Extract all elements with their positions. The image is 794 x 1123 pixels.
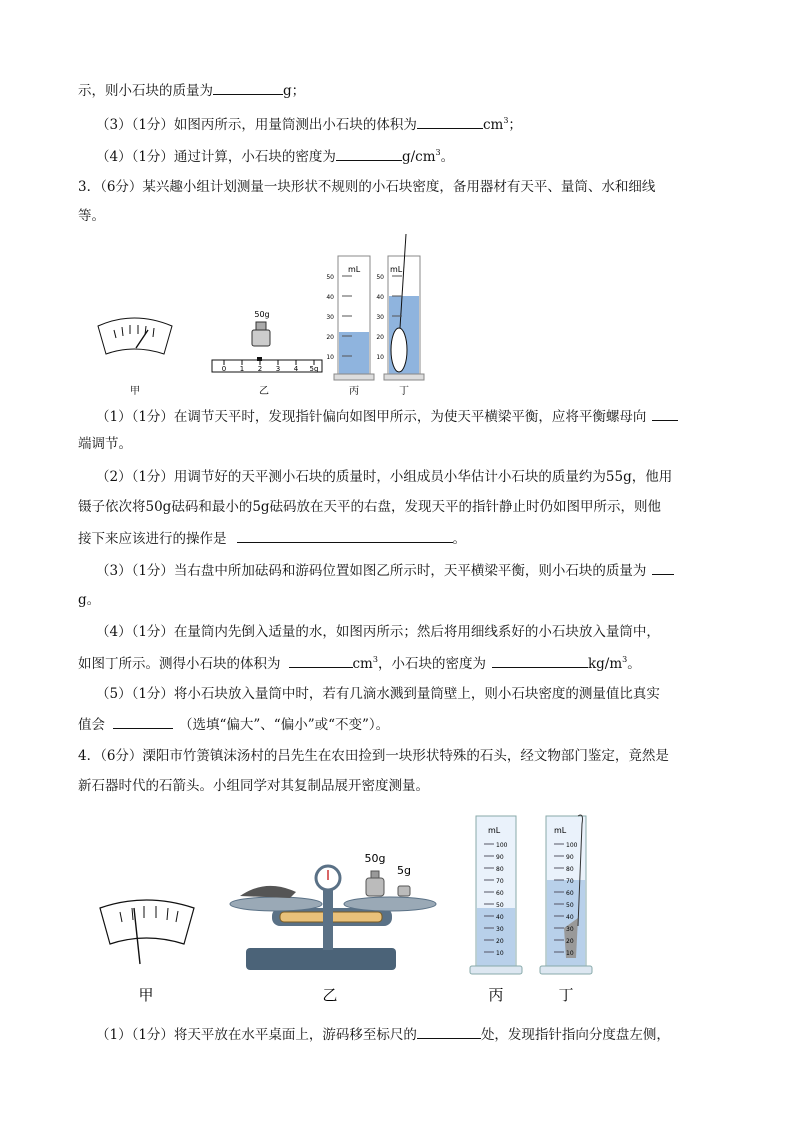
balance-yi <box>230 866 436 970</box>
ruler-tick: 5g <box>309 365 319 373</box>
tick-label: 50 <box>566 902 574 909</box>
caption-bing: 丙 <box>349 386 359 397</box>
unit: kg/m <box>587 656 623 672</box>
text: 。 <box>440 149 455 165</box>
weight-label: 50g <box>254 310 270 319</box>
text: g； <box>283 83 306 99</box>
q3-3-line <box>96 560 674 581</box>
tick-label: 40 <box>566 914 574 921</box>
q4-title <box>78 746 669 766</box>
ruler-yi <box>212 322 322 372</box>
caption-ding: 丁 <box>399 386 409 397</box>
tick-label: 20 <box>566 938 574 945</box>
text: （3）（1分）如图丙所示，用量筒测出小石块的体积为 <box>96 117 417 133</box>
tick-label: 80 <box>566 866 574 873</box>
tick-label: 80 <box>496 866 504 873</box>
unit: cm <box>352 656 373 672</box>
caption-yi: 乙 <box>259 386 269 397</box>
text: 新石器时代的石箭头。小组同学对其复制品展开密度测量。 <box>78 778 429 794</box>
q3-4-line-2 <box>78 653 641 674</box>
unit-label: mL <box>554 826 567 835</box>
text: 3．（6分）某兴趣小组计划测量一块形状不规则的小石块密度，备用器材有天平、量筒、水和细线 <box>78 179 656 195</box>
text: 端调节。 <box>78 436 132 452</box>
q3-title-2 <box>78 206 105 226</box>
tick: 20 <box>376 334 384 341</box>
caption-yi: 乙 <box>322 986 338 1004</box>
caption-ding: 丁 <box>558 986 574 1004</box>
caption-jia: 甲 <box>130 386 140 397</box>
q3-title <box>78 177 655 197</box>
answer-blank[interactable] <box>652 560 674 575</box>
tick-label: 90 <box>566 854 574 861</box>
q3-figure <box>90 228 430 400</box>
q4-title-2 <box>78 776 429 796</box>
q3-5-line <box>96 684 660 704</box>
tick: 50 <box>376 274 384 281</box>
q2-4-line <box>96 146 454 167</box>
text: （3）（1分）当右盘中所加砝码和游码位置如图乙所示时，天平横梁平衡，则小石块的质量为 <box>96 563 647 579</box>
text: 接下来应该进行的操作是 <box>78 531 227 547</box>
answer-blank[interactable] <box>417 1024 481 1039</box>
answer-blank[interactable] <box>289 653 353 668</box>
text: （2）（1分）用调节好的天平测小石块的质量时，小组成员小华估计小石块的质量约为55g，他用 <box>96 469 673 485</box>
text: （1）（1分）在调节天平时，发现指针偏向如图甲所示，为使天平横梁平衡，应将平衡螺母向 <box>96 409 647 425</box>
q3-1-line <box>96 406 678 427</box>
text: 。 <box>627 656 641 672</box>
tick-label: 20 <box>496 938 504 945</box>
text: ； <box>508 117 522 133</box>
sup: 3 <box>622 655 628 664</box>
cylinder-bing <box>334 256 374 380</box>
q3-2-line-3 <box>78 528 466 549</box>
caption-bing: 丙 <box>488 986 504 1004</box>
ruler-tick: 3 <box>275 365 281 373</box>
q3-1-line-2 <box>78 434 132 454</box>
unit-label: mL <box>488 826 501 835</box>
text: 如图丁所示。测得小石块的体积为 <box>78 656 281 672</box>
text: 。 <box>452 531 466 547</box>
ruler-tick: 0 <box>221 365 227 373</box>
tick: 40 <box>376 294 384 301</box>
tick-label: 10 <box>496 950 504 957</box>
tick-label: 60 <box>496 890 504 897</box>
dial-jia <box>98 318 172 354</box>
tick: 50 <box>326 274 334 281</box>
text: 等。 <box>78 208 105 224</box>
answer-blank[interactable] <box>336 146 402 161</box>
q4-figure <box>90 808 610 1008</box>
tick-label: 70 <box>496 878 504 885</box>
tick: 30 <box>326 314 334 321</box>
tick: 10 <box>326 354 334 361</box>
tick: 30 <box>376 314 384 321</box>
q2-3-line <box>96 114 522 135</box>
text: 4．（6分）溧阳市竹箦镇沫汤村的吕先生在农田捡到一块形状特殊的石头，经文物部门鉴定，竟然是 <box>78 748 669 764</box>
cylinder-ding <box>384 234 424 380</box>
tick: 20 <box>326 334 334 341</box>
q3-5-line-2 <box>78 714 389 735</box>
answer-blank[interactable] <box>652 406 678 421</box>
unit-label: mL <box>390 265 403 274</box>
tick-label: 60 <box>566 890 574 897</box>
tick-label: 10 <box>566 950 574 957</box>
text: （4）（1分）通过计算，小石块的密度为 <box>96 149 336 165</box>
text: 镊子依次将50g砝码和最小的5g砝码放在天平的右盘，发现天平的指针静止时仍如图甲所示，则他 <box>78 499 662 515</box>
sup: 3 <box>372 655 378 664</box>
sup: 3 <box>435 148 441 157</box>
caption-jia: 甲 <box>138 986 154 1004</box>
q3-2-line <box>96 467 672 487</box>
tick: 40 <box>326 294 334 301</box>
text: g。 <box>78 592 101 608</box>
text: （1）（1分）将天平放在水平桌面上，游码移至标尺的 <box>96 1027 417 1043</box>
tick-label: 100 <box>566 842 578 849</box>
answer-blank[interactable] <box>237 528 453 543</box>
ruler-tick: 1 <box>239 365 245 373</box>
text: ，小石块的密度为 <box>377 656 486 672</box>
answer-blank[interactable] <box>417 114 483 129</box>
answer-blank[interactable] <box>113 714 173 729</box>
unit: cm <box>482 117 504 133</box>
q2-mass-line <box>78 80 305 101</box>
q3-3-line-2 <box>78 590 100 610</box>
tick-label: 40 <box>496 914 504 921</box>
sup: 3 <box>503 116 509 125</box>
unit-label: mL <box>348 265 361 274</box>
unit: g/cm <box>401 149 436 165</box>
text: 值会 <box>78 717 105 733</box>
answer-blank[interactable] <box>213 80 283 95</box>
text: （5）（1分）将小石块放入量筒中时，若有几滴水溅到量筒壁上，则小石块密度的测量值比真实 <box>96 686 660 702</box>
tick-label: 50 <box>496 902 504 909</box>
tick-label: 30 <box>496 926 504 933</box>
weight-label-50g: 50g <box>364 852 386 865</box>
text: （4）（1分）在量筒内先倒入适量的水，如图丙所示；然后将用细线系好的小石块放入量筒中， <box>96 624 660 640</box>
tick-label: 70 <box>566 878 574 885</box>
tick-label: 90 <box>496 854 504 861</box>
ruler-tick: 4 <box>293 365 299 373</box>
dial-jia <box>100 900 194 964</box>
tick: 10 <box>376 354 384 361</box>
tick-label: 30 <box>566 926 574 933</box>
text: （选填“偏大”、“偏小”或“不变”）。 <box>179 717 390 733</box>
tick-label: 100 <box>496 842 508 849</box>
answer-blank[interactable] <box>492 653 588 668</box>
q4-1-line <box>96 1024 670 1045</box>
q3-4-line <box>96 622 660 642</box>
q3-2-line-2 <box>78 497 661 517</box>
ruler-tick: 2 <box>257 365 263 373</box>
weight-label-5g: 5g <box>397 864 411 877</box>
text: 处，发现指针指向分度盘左侧， <box>480 1027 670 1043</box>
text: 示，则小石块的质量为 <box>78 83 213 99</box>
